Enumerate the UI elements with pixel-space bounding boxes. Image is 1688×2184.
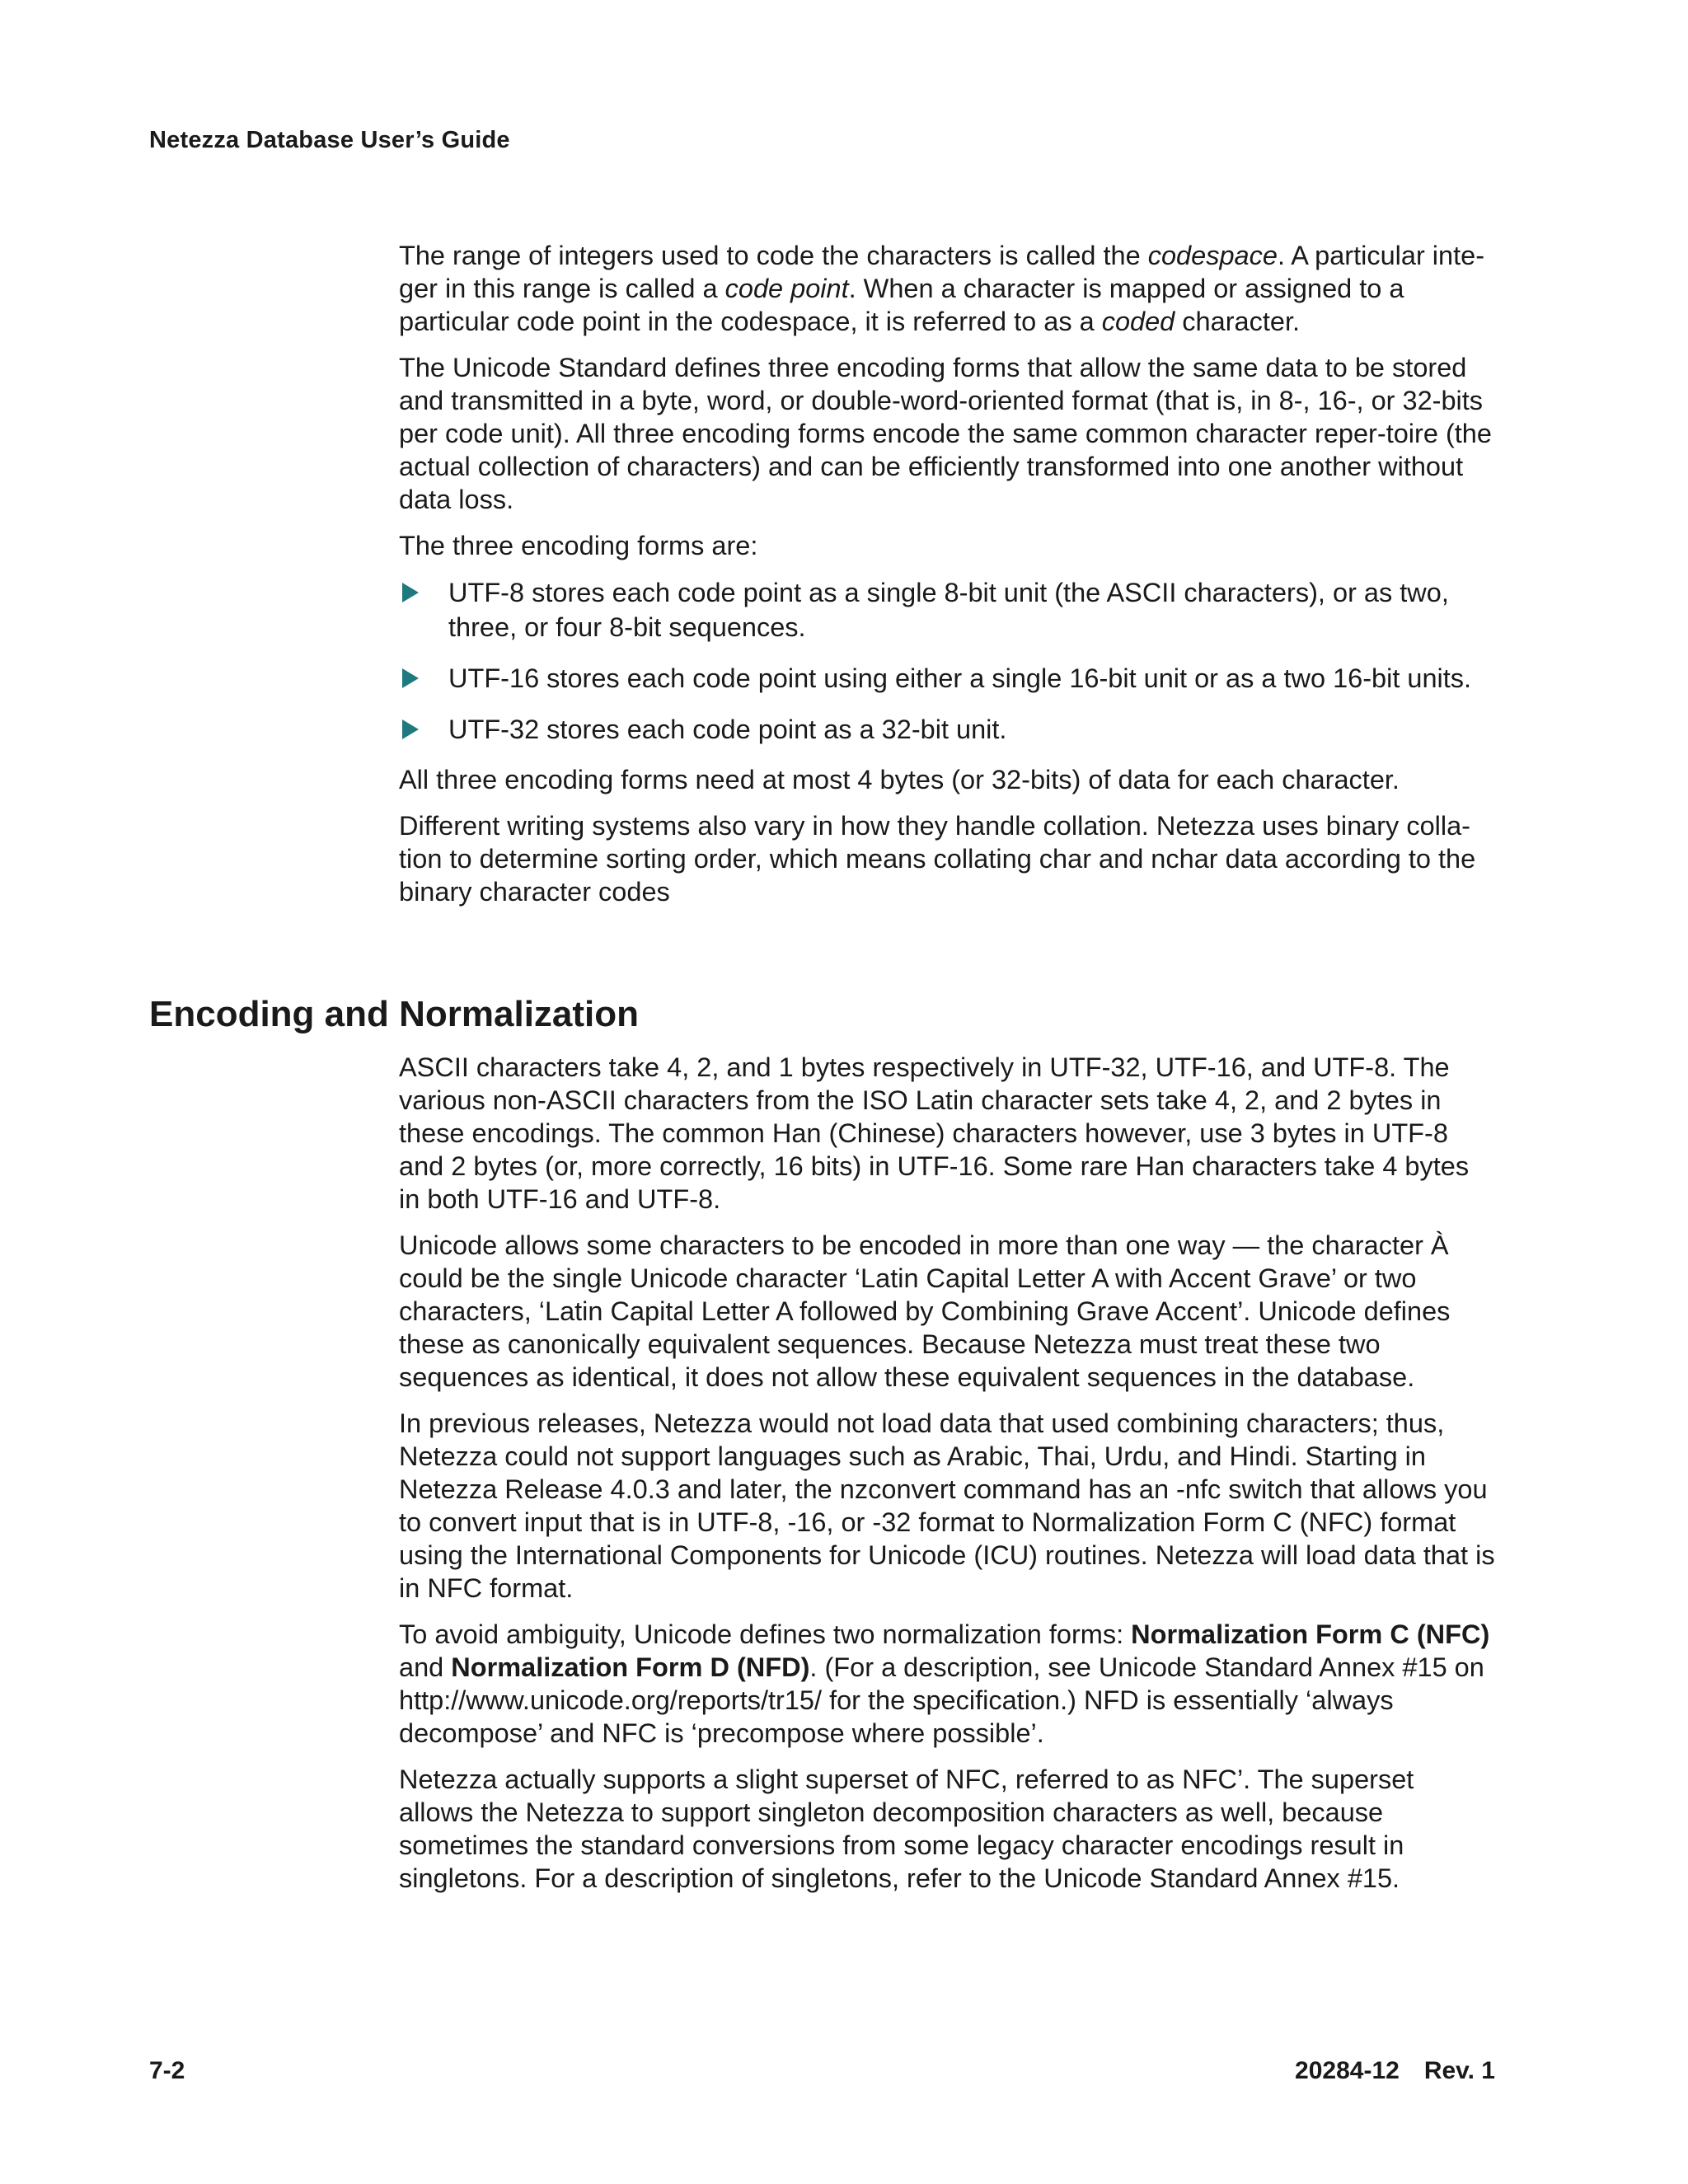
text-run: The range of integers used to code the characters is called the xyxy=(399,241,1148,270)
text-run: To avoid ambiguity, Unicode defines two normalization forms: xyxy=(399,1619,1132,1649)
paragraph-nfc-superset: Netezza actually supports a slight superset of NFC, referred to as NFC’. The superset allows the Netezza to support singleton decomposition characters as well, because sometimes the standard conversions from some legacy character encodings result in singletons. For a description of singletons, refer to the Unicode Standard Annex #15. xyxy=(399,1765,1414,1893)
list-item-text: UTF-16 stores each code point using either a single 16-bit unit or as a two 16-bit units. xyxy=(448,663,1472,693)
doc-number: 20284-12 xyxy=(1295,2057,1400,2084)
document-number xyxy=(1295,2057,1495,2085)
paragraph-codespace xyxy=(399,239,1495,338)
term-nfd: Normalization Form D (NFD) xyxy=(451,1652,810,1682)
paragraph-previous-releases: In previous releases, Netezza would not load data that used combining characters; thus, Netezza could not support languages such as Arabic, Thai, Urdu, and Hindi. Starting in Netezza Release 4.0.3 and later, the nzconvert command has an -nfc switch that allows you to convert input that is in UTF-8, -16, or -32 format to Normalization Form C (NFC) format using the International Components for Unicode (ICU) routines. Netezza will load data that is in NFC format. xyxy=(399,1408,1495,1603)
list-item-text: UTF-32 stores each code point as a 32-bit unit. xyxy=(448,715,1007,744)
triangle-bullet-icon xyxy=(402,668,419,688)
paragraph-three-forms: The three encoding forms are: xyxy=(399,531,758,560)
paragraph-encoding-forms: The Unicode Standard defines three encoding forms that allow the same data to be stored and transmitted in a byte, word, or double-word-oriented format (that is, in 8-, 16-, or 32-bits per code unit). All three encoding forms encode the same common character reper-toire (the actual collection of characters) and can be efficiently transformed into one another without data loss. xyxy=(399,353,1492,514)
text-run: . A particular inte-ger in this range is called a xyxy=(399,241,1485,303)
list-item-text: UTF-8 stores each code point as a single 8-bit unit (the ASCII characters), or as two, three, or four 8-bit sequences. xyxy=(448,578,1449,642)
revision-label: Rev. 1 xyxy=(1423,2057,1495,2084)
term-code-point: code point xyxy=(724,274,849,303)
term-codespace: codespace xyxy=(1147,241,1278,270)
triangle-bullet-icon xyxy=(402,583,419,602)
running-header: Netezza Database User’s Guide xyxy=(149,127,510,153)
text-run: . (For a description, see Unicode Standard Annex #15 on http://www.unicode.org/reports/tr15/ for the specification.) NFD is essentially ‘always decompose’ and NFC is ‘precompose where possible’. xyxy=(399,1652,1484,1748)
page-number: 7-2 xyxy=(149,2057,185,2084)
paragraph-ascii-bytes: ASCII characters take 4, 2, and 1 bytes respectively in UTF-32, UTF-16, and UTF-8. The various non-ASCII characters from the ISO Latin character sets take 4, 2, and 2 bytes in these encodings. The common Han (Chinese) characters however, use 3 bytes in UTF-8 and 2 bytes (or, more correctly, 16 bits) in UTF-16. Some rare Han characters take 4 bytes in both UTF-16 and UTF-8. xyxy=(399,1052,1470,1214)
list-item xyxy=(399,575,1495,644)
intro-content xyxy=(399,239,1495,921)
text-run: and xyxy=(399,1652,452,1682)
paragraph-equivalent-sequences: Unicode allows some characters to be encoded in more than one way — the character À could be the single Unicode character ‘Latin Capital Letter A with Accent Grave’ or two characters, ‘Latin Capital Letter A followed by Combining Grave Accent’. Unicode defines these as canonically equivalent sequences. Because Netezza must treat these two sequences as identical, it does not allow these equivalent sequences in the database. xyxy=(399,1230,1451,1392)
triangle-bullet-icon xyxy=(402,719,419,739)
text-run: character. xyxy=(1175,307,1301,336)
section-content xyxy=(399,1051,1495,1908)
paragraph-collation: Different writing systems also vary in how they handle collation. Netezza uses binary colla-tion to determine sorting order, which means collating char and nchar data according to the binary character codes xyxy=(399,811,1476,907)
encoding-forms-list xyxy=(399,575,1495,747)
text-run: . When a character is mapped or assigned to a particular code point in the codespace, it is referred to as a xyxy=(399,274,1404,336)
paragraph-normalization-forms xyxy=(399,1618,1495,1750)
section-heading: Encoding and Normalization xyxy=(149,994,640,1034)
term-coded: coded xyxy=(1101,307,1175,336)
list-item xyxy=(399,712,1495,747)
paragraph-max-bytes: All three encoding forms need at most 4 bytes (or 32-bits) of data for each character. xyxy=(399,765,1400,794)
list-item xyxy=(399,661,1495,696)
term-nfc: Normalization Form C (NFC) xyxy=(1131,1619,1490,1649)
